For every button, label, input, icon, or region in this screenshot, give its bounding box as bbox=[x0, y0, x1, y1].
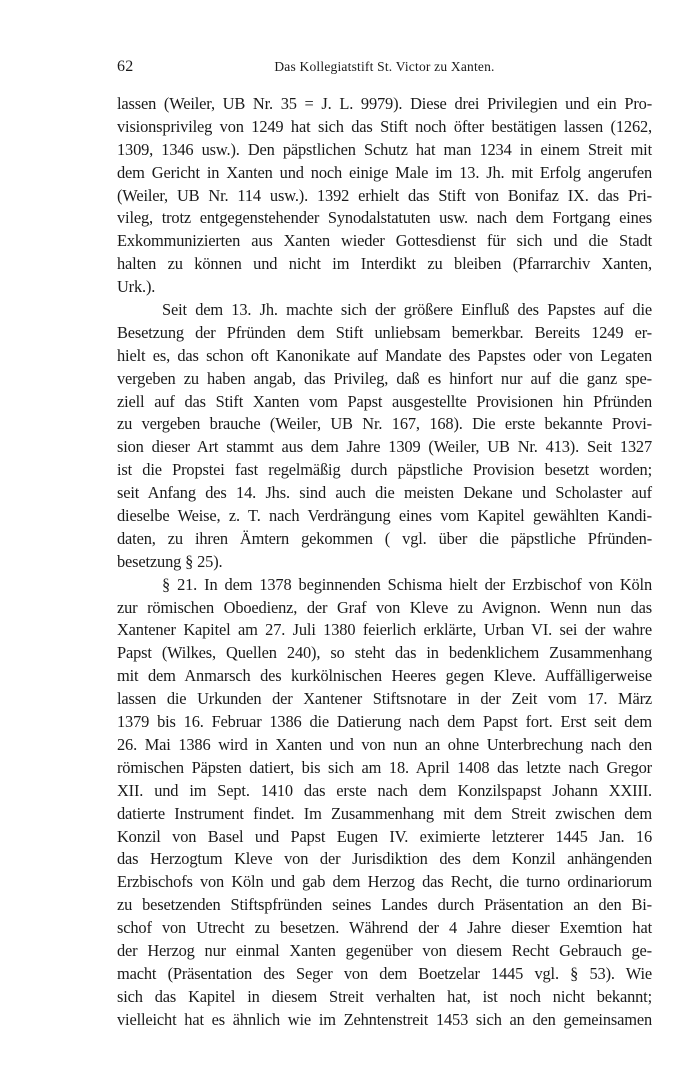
running-head bbox=[117, 58, 652, 80]
text-line: ist die Propstei fast regelmäßig durch päpstliche Provision besetzt worden; bbox=[117, 460, 652, 480]
text-line: zur römischen Oboedienz, der Graf von Kleve zu Avignon. Wenn nun das bbox=[117, 597, 652, 617]
text-line: ziell auf das Stift Xanten vom Papst ausgestellte Provisionen hin Pfründen bbox=[117, 391, 652, 411]
running-title: Das Kollegiatstift St. Victor zu Xanten. bbox=[274, 59, 495, 74]
text-line: datierte Instrument findet. Im Zusammenhang mit dem Streit zwischen dem bbox=[117, 803, 652, 823]
body-text bbox=[117, 93, 652, 1032]
text-line: mit dem Anmarsch des kurkölnischen Heeres gegen Kleve. Auffälligerweise bbox=[117, 666, 652, 686]
text-line: XII. und im Sept. 1410 das erste nach dem Konzilspapst Johann XXIII. bbox=[117, 780, 652, 800]
text-line: Xantener Kapitel am 27. Juli 1380 feierlich erklärte, Urban VI. sei der wahre bbox=[117, 620, 652, 640]
text-line: dem Gericht in Xanten und noch einige Male im 13. Jh. mit Erfolg angerufen bbox=[117, 162, 652, 182]
text-line: dieselbe Weise, z. T. nach Verdrängung eines vom Kapitel gewählten Kandi- bbox=[117, 506, 652, 526]
text-line: (Weiler, UB Nr. 114 usw.). 1392 erhielt das Stift von Bonifaz IX. das Pri- bbox=[117, 185, 652, 205]
text-line: zu vergeben brauche (Weiler, UB Nr. 167, 168). Die erste bekannte Provi- bbox=[117, 414, 652, 434]
paragraph-start-line: Seit dem 13. Jh. machte sich der größere Einfluß des Papstes auf die bbox=[162, 300, 652, 320]
text-line: Besetzung der Pfründen dem Stift unliebsam bemerkbar. Bereits 1249 er- bbox=[117, 322, 652, 342]
paragraph-end-line: besetzung § 25). bbox=[117, 551, 223, 571]
text-line: zu besetzenden Stiftspfründen seines Landes durch Präsentation an den Bi- bbox=[117, 895, 652, 915]
text-line: vergeben zu haben angab, das Privileg, daß es hinfort nur auf die ganz spe- bbox=[117, 368, 652, 388]
page-number: 62 bbox=[117, 58, 134, 75]
text-line: vielleicht hat es ähnlich wie im Zehntenstreit 1453 sich an den gemeinsamen bbox=[117, 1009, 652, 1029]
text-line: römischen Päpsten datiert, bis sich am 18. April 1408 das letzte nach Gregor bbox=[117, 757, 652, 777]
text-line: seit Anfang des 14. Jhs. sind auch die meisten Dekane und Scholaster auf bbox=[117, 483, 652, 503]
section-start-line: § 21. In dem 1378 beginnenden Schisma hielt der Erzbischof von Köln bbox=[162, 574, 652, 594]
text-line: Konzil von Basel und Papst Eugen IV. eximierte letzterer 1445 Jan. 16 bbox=[117, 826, 652, 846]
text-line: visionsprivileg von 1249 hat sich das Stift noch öfter bestätigen lassen (1262, bbox=[117, 116, 652, 136]
text-line: lassen die Urkunden der Xantener Stiftsnotare in der Zeit vom 17. März bbox=[117, 689, 652, 709]
text-line: der Herzog nur einmal Xanten gegenüber von diesem Recht Gebrauch ge- bbox=[117, 940, 652, 960]
text-line: daten, zu ihren Ämtern gekommen ( vgl. über die päpstliche Pfründen- bbox=[117, 528, 652, 548]
text-line: hielt es, das schon oft Kanonikate auf Mandate des Papstes oder von Legaten bbox=[117, 345, 652, 365]
text-line: vileg, trotz entgegenstehender Synodalstatuten usw. nach dem Fortgang eines bbox=[117, 208, 652, 228]
text-line: 1379 bis 16. Februar 1386 die Datierung nach dem Papst fort. Erst seit dem bbox=[117, 712, 652, 732]
text-line: sich das Kapitel in diesem Streit verhalten hat, ist noch nicht bekannt; bbox=[117, 986, 652, 1006]
text-line: das Herzogtum Kleve von der Jurisdiktion des dem Konzil anhängenden bbox=[117, 849, 652, 869]
text-line: sion dieser Art stammt aus dem Jahre 1309 (Weiler, UB Nr. 413). Seit 1327 bbox=[117, 437, 652, 457]
text-line: lassen (Weiler, UB Nr. 35 = J. L. 9979). Diese drei Privilegien und ein Pro- bbox=[117, 94, 652, 113]
text-line: 1309, 1346 usw.). Den päpstlichen Schutz hat man 1234 in einem Streit mit bbox=[117, 139, 652, 159]
text-line: halten zu können und nicht im Interdikt zu bleiben (Pfarrarchiv Xanten, bbox=[117, 254, 652, 274]
text-line: schof von Utrecht zu besetzen. Während der 4 Jahre dieser Exemtion hat bbox=[117, 918, 652, 938]
text-line: Erzbischofs von Köln und gab dem Herzog das Recht, die turno ordinariorum bbox=[117, 872, 652, 892]
paragraph-end-line: Urk.). bbox=[117, 277, 156, 297]
text-line: Papst (Wilkes, Quellen 240), so steht das in bedenklichem Zusammenhang bbox=[117, 643, 652, 663]
text-line: macht (Präsentation des Seger von dem Boetzelar 1445 vgl. § 53). Wie bbox=[117, 963, 652, 983]
text-line: Exkommunizierten aus Xanten wieder Gottesdienst für sich und die Stadt bbox=[117, 231, 652, 251]
text-line: 26. Mai 1386 wird in Xanten und von nun an ohne Unterbrechung nach den bbox=[117, 734, 652, 754]
